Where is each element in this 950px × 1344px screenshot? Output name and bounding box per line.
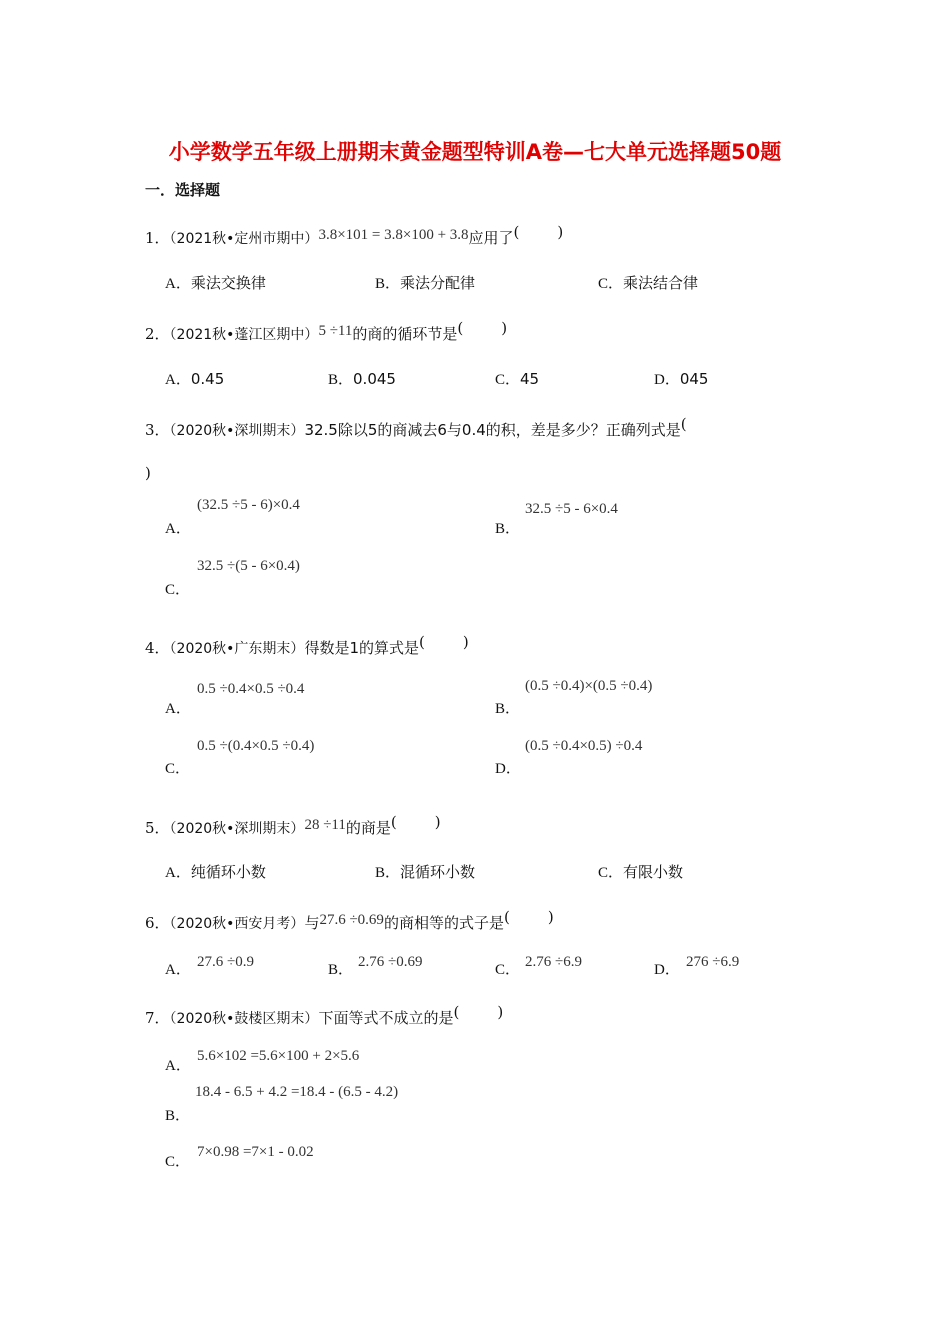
option-a[interactable] <box>165 1054 191 1075</box>
option-label: C． <box>495 962 521 978</box>
option-label: B． <box>375 865 401 881</box>
question-6 <box>145 908 554 933</box>
option-label: C． <box>495 372 521 388</box>
option-a[interactable] <box>165 958 191 979</box>
option-c[interactable] <box>495 368 539 389</box>
option-label: D． <box>654 962 680 978</box>
option-label: C． <box>598 865 624 881</box>
option-label: A． <box>165 1058 191 1074</box>
option-c-math: 32.5 ÷(5 - 6×0.4) <box>197 558 300 574</box>
option-label: C． <box>165 761 191 777</box>
option-c[interactable] <box>165 578 190 599</box>
question-text: 的商的循环节是 <box>352 325 458 343</box>
question-number: 6． <box>145 914 170 932</box>
option-b[interactable] <box>495 517 520 538</box>
option-label: A． <box>165 521 191 537</box>
question-number: 5． <box>145 819 170 837</box>
option-text: 045 <box>679 370 709 388</box>
option-label: A． <box>165 372 191 388</box>
option-a[interactable] <box>165 368 224 389</box>
question-source: （2020秋•广东期末） <box>169 641 305 657</box>
document-title: 小学数学五年级上册期末黄金题型特训A卷—七大单元选择题50题 <box>168 140 782 164</box>
option-label: A． <box>165 276 191 292</box>
question-text: 应用了 <box>468 229 514 247</box>
question-source: （2020秋•鼓楼区期末） <box>169 1011 319 1027</box>
math-expression: 5 ÷11 <box>318 323 353 339</box>
option-text: 45 <box>520 370 540 388</box>
option-label: D． <box>654 372 680 388</box>
option-c-math: 7×0.98 =7×1 - 0.02 <box>197 1144 314 1160</box>
option-c-math: 0.5 ÷(0.4×0.5 ÷0.4) <box>197 738 315 754</box>
answer-paren-open: ( <box>513 223 520 241</box>
option-text: 0.45 <box>190 370 225 388</box>
option-label: A． <box>165 865 191 881</box>
option-b[interactable] <box>375 861 475 882</box>
question-5 <box>145 813 441 838</box>
option-c[interactable] <box>495 958 520 979</box>
answer-paren-open: ( <box>418 633 425 651</box>
option-b-math: (0.5 ÷0.4)×(0.5 ÷0.4) <box>525 678 653 694</box>
option-label: C． <box>165 1154 191 1170</box>
option-text: 混循环小数 <box>400 863 476 881</box>
option-a-math: 0.5 ÷0.4×0.5 ÷0.4 <box>197 681 305 697</box>
question-number: 1． <box>145 229 170 247</box>
option-text: 乘法结合律 <box>623 274 699 292</box>
question-source: （2020秋•西安月考） <box>169 916 305 932</box>
option-text: 有限小数 <box>623 863 684 881</box>
question-number: 7． <box>145 1009 170 1027</box>
math-expression: 3.8×101 = 3.8×100 + 3.8 <box>318 227 469 243</box>
question-text-pre: 与 <box>304 914 320 932</box>
question-text: 得数是1的算式是 <box>304 639 419 657</box>
question-text: 的商相等的式子是 <box>383 914 504 932</box>
question-3 <box>145 415 687 440</box>
question-text: 的商是 <box>345 819 391 837</box>
option-b-math: 32.5 ÷5 - 6×0.4 <box>525 501 618 517</box>
option-b[interactable] <box>495 697 520 718</box>
option-label: B． <box>375 276 401 292</box>
option-c[interactable] <box>598 272 698 293</box>
answer-paren-close-line <box>145 464 151 482</box>
math-expression: 28 ÷11 <box>304 817 346 833</box>
answer-paren-close: ) <box>462 633 469 651</box>
option-label: B． <box>495 521 521 537</box>
answer-paren-close: ) <box>497 1003 504 1021</box>
answer-paren-close: ) <box>547 908 554 926</box>
option-b[interactable] <box>328 368 396 389</box>
option-d[interactable] <box>654 958 680 979</box>
option-b[interactable] <box>328 958 353 979</box>
answer-paren-close: ) <box>145 464 151 482</box>
option-c-math: 2.76 ÷6.9 <box>525 954 582 970</box>
question-7 <box>145 1003 504 1028</box>
answer-paren-open: ( <box>503 908 510 926</box>
option-a[interactable] <box>165 517 191 538</box>
option-b-math: 18.4 - 6.5 + 4.2 =18.4 - (6.5 - 4.2) <box>195 1084 399 1100</box>
option-label: D． <box>495 761 521 777</box>
question-source: （2020秋•深圳期末） <box>169 821 305 837</box>
question-number: 4． <box>145 639 170 657</box>
option-label: B． <box>328 962 354 978</box>
option-label: C． <box>598 276 624 292</box>
question-4 <box>145 633 469 658</box>
option-d-math: 276 ÷6.9 <box>686 954 740 970</box>
answer-paren-open: ( <box>680 415 687 433</box>
answer-paren-close: ) <box>501 319 508 337</box>
option-a[interactable] <box>165 697 191 718</box>
option-label: A． <box>165 701 191 717</box>
option-text: 纯循环小数 <box>190 863 266 881</box>
question-text: 32.5除以5的商减去6与0.4的积，差是多少？正确列式是 <box>304 421 681 439</box>
question-number: 2． <box>145 325 170 343</box>
option-text: 0.045 <box>353 370 396 388</box>
option-b[interactable] <box>375 272 475 293</box>
option-c[interactable] <box>165 757 190 778</box>
answer-paren-close: ) <box>557 223 564 241</box>
option-label: A． <box>165 962 191 978</box>
option-d[interactable] <box>654 368 708 389</box>
option-a-math: 27.6 ÷0.9 <box>197 954 254 970</box>
option-a[interactable] <box>165 272 266 293</box>
answer-paren-open: ( <box>457 319 464 337</box>
option-a[interactable] <box>165 861 266 882</box>
answer-paren-close: ) <box>434 813 441 831</box>
answer-paren-open: ( <box>453 1003 460 1021</box>
option-label: B． <box>328 372 354 388</box>
question-2 <box>145 319 508 344</box>
question-source: （2021秋•蓬江区期中） <box>169 327 319 343</box>
option-a-math: 5.6×102 =5.6×100 + 2×5.6 <box>197 1048 360 1064</box>
option-a-math: (32.5 ÷5 - 6)×0.4 <box>197 497 300 513</box>
option-text: 乘法分配律 <box>400 274 476 292</box>
option-b[interactable] <box>165 1104 190 1125</box>
question-source: （2020秋•深圳期末） <box>169 423 305 439</box>
answer-paren-open: ( <box>390 813 397 831</box>
option-label: C． <box>165 582 191 598</box>
question-text: 下面等式不成立的是 <box>318 1009 454 1027</box>
question-1 <box>145 223 564 248</box>
question-source: （2021秋•定州市期中） <box>169 231 319 247</box>
option-label: B． <box>165 1108 191 1124</box>
section-heading: 一．选择题 <box>145 181 221 199</box>
option-d-math: (0.5 ÷0.4×0.5) ÷0.4 <box>525 738 643 754</box>
math-expression: 27.6 ÷0.69 <box>319 912 384 928</box>
option-c[interactable] <box>598 861 683 882</box>
option-text: 乘法交换律 <box>190 274 266 292</box>
option-c[interactable] <box>165 1150 190 1171</box>
option-label: B． <box>495 701 521 717</box>
option-b-math: 2.76 ÷0.69 <box>358 954 423 970</box>
question-number: 3． <box>145 421 170 439</box>
option-d[interactable] <box>495 757 521 778</box>
